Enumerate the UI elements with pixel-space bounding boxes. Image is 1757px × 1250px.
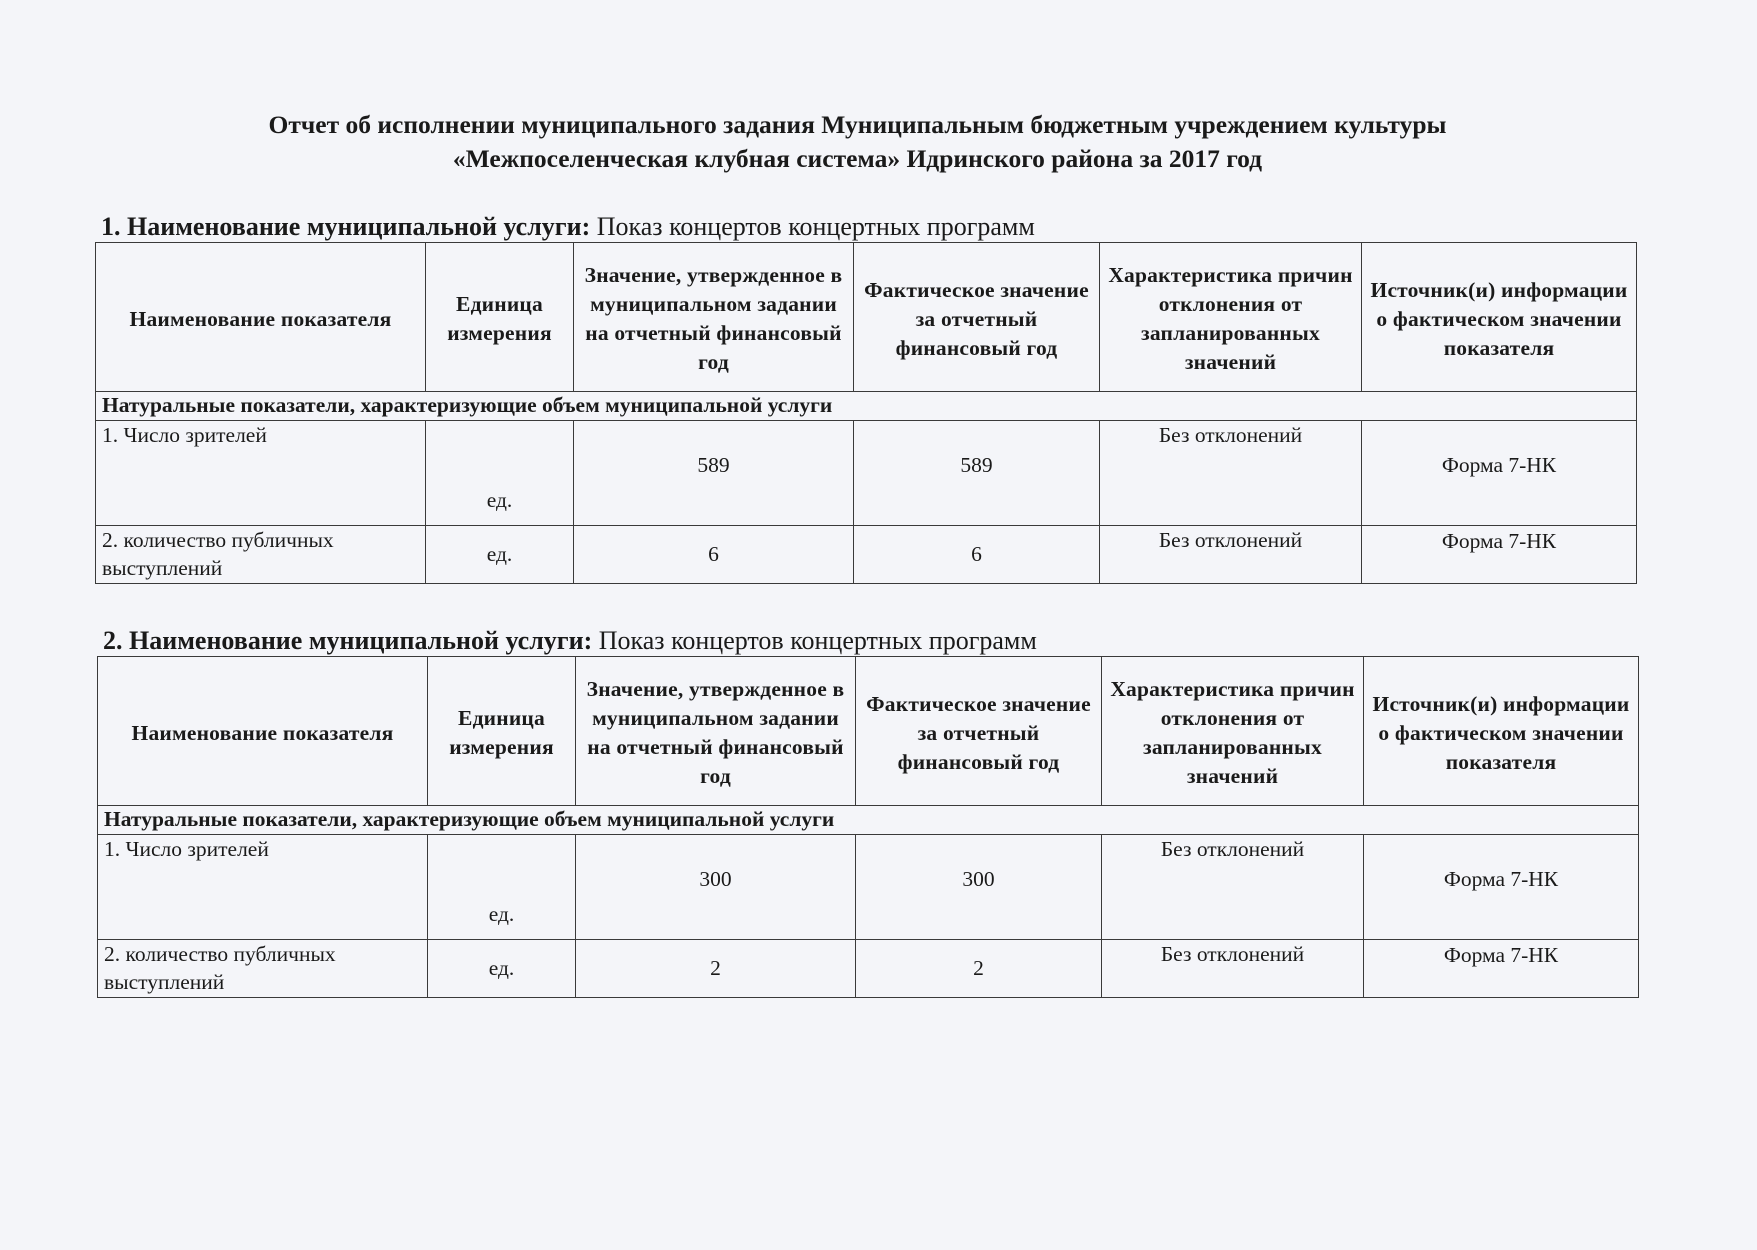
info-source: Форма 7-НК <box>1364 940 1639 998</box>
planned-value: 589 <box>574 421 854 526</box>
header-planned-value: Значение, утвержденное в муниципальном задании на отчетный финансовый год <box>576 657 856 806</box>
group-row <box>96 392 1637 421</box>
planned-value: 300 <box>576 835 856 940</box>
group-row <box>98 806 1639 835</box>
service-name: Показ концертов концертных программ <box>598 626 1037 655</box>
actual-value: 2 <box>856 940 1102 998</box>
service-section-2 <box>97 626 1637 998</box>
header-actual-value: Фактическое значение за отчетный финансовый год <box>856 657 1102 806</box>
header-info-source: Источник(и) информации о фактическом значении показателя <box>1364 657 1639 806</box>
deviation-reason: Без отклонений <box>1102 940 1364 998</box>
indicator-name: 2. количество публичных выступлений <box>98 940 428 998</box>
indicators-table <box>97 656 1639 998</box>
service-section-1 <box>95 212 1635 584</box>
header-deviation-reason: Характеристика причин отклонения от запланированных значений <box>1100 243 1362 392</box>
table-row <box>98 940 1639 998</box>
info-source: Форма 7-НК <box>1362 526 1637 584</box>
header-planned-value: Значение, утвержденное в муниципальном задании на отчетный финансовый год <box>574 243 854 392</box>
indicator-name: 1. Число зрителей <box>96 421 426 526</box>
deviation-reason: Без отклонений <box>1102 835 1364 940</box>
unit-cell: ед. <box>426 421 574 526</box>
planned-value: 2 <box>576 940 856 998</box>
service-name: Показ концертов концертных программ <box>596 212 1035 241</box>
info-source: Форма 7-НК <box>1362 421 1637 526</box>
header-actual-value: Фактическое значение за отчетный финансовый год <box>854 243 1100 392</box>
deviation-reason: Без отклонений <box>1100 421 1362 526</box>
table-header-row <box>98 657 1639 806</box>
header-indicator-name: Наименование показателя <box>96 243 426 392</box>
header-unit: Единица измерения <box>426 243 574 392</box>
section-label: 1. Наименование муниципальной услуги: <box>101 212 591 241</box>
header-unit: Единица измерения <box>428 657 576 806</box>
group-label: Натуральные показатели, характеризующие объем муниципальной услуги <box>96 392 1637 421</box>
header-info-source: Источник(и) информации о фактическом значении показателя <box>1362 243 1637 392</box>
unit-cell: ед. <box>426 526 574 584</box>
section-heading <box>101 212 1635 242</box>
header-deviation-reason: Характеристика причин отклонения от запланированных значений <box>1102 657 1364 806</box>
deviation-reason: Без отклонений <box>1100 526 1362 584</box>
actual-value: 6 <box>854 526 1100 584</box>
indicator-name: 1. Число зрителей <box>98 835 428 940</box>
title-line-1: Отчет об исполнении муниципального задания Муниципальным бюджетным учреждением культуры <box>268 110 1447 139</box>
table-row <box>96 526 1637 584</box>
table-row <box>96 421 1637 526</box>
page-title <box>0 108 1715 176</box>
header-indicator-name: Наименование показателя <box>98 657 428 806</box>
planned-value: 6 <box>574 526 854 584</box>
unit-cell: ед. <box>428 940 576 998</box>
actual-value: 589 <box>854 421 1100 526</box>
table-header-row <box>96 243 1637 392</box>
group-label: Натуральные показатели, характеризующие объем муниципальной услуги <box>98 806 1639 835</box>
indicators-table <box>95 242 1637 584</box>
actual-value: 300 <box>856 835 1102 940</box>
table-row <box>98 835 1639 940</box>
section-heading <box>103 626 1637 656</box>
title-line-2: «Межпоселенческая клубная система» Идринского района за 2017 год <box>452 144 1263 173</box>
indicator-name: 2. количество публичных выступлений <box>96 526 426 584</box>
section-label: 2. Наименование муниципальной услуги: <box>103 626 593 655</box>
info-source: Форма 7-НК <box>1364 835 1639 940</box>
unit-cell: ед. <box>428 835 576 940</box>
